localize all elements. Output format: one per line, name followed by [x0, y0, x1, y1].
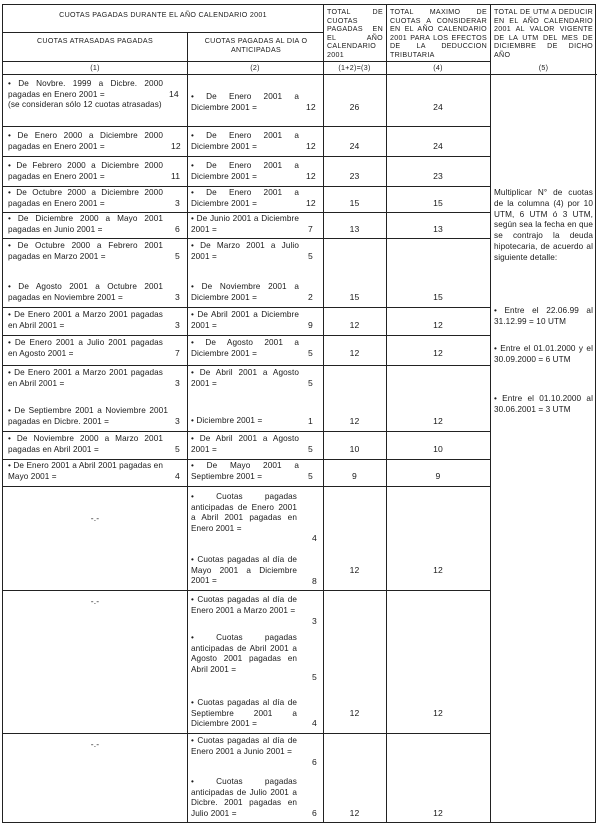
row5-col1-text-b: • De Agosto 2001 a Octubre 2001 pagadas en Noviembre 2001 = — [8, 282, 163, 302]
row10-col2-value: 5 — [308, 471, 313, 481]
row0-col1-text: • De Novbre. 1999 a Dicbre. 2000 pagadas en Enero 2001 = — [8, 79, 163, 99]
row2-col1-value: 11 — [171, 171, 181, 181]
row11-col2-value-a: 4 — [312, 533, 317, 543]
col-divider — [490, 5, 491, 822]
row9-total: 10 — [349, 444, 360, 454]
row13-col2-value-b: 6 — [312, 808, 317, 818]
row5-col2-value-b: 2 — [308, 292, 313, 302]
row13-total: 12 — [349, 808, 360, 818]
row6-max: 12 — [433, 320, 443, 330]
row8-col2-value-b: 1 — [308, 416, 313, 426]
row13-col2-text-a: • Cuotas pagadas al día de Enero 2001 a Junio 2001 = — [191, 736, 297, 756]
row7-col1-text: • De Enero 2001 a Julio 2001 pagadas en Agosto 2001 = — [8, 338, 163, 358]
row-divider — [3, 733, 490, 734]
col5-number: (5) — [538, 64, 549, 72]
row-divider — [3, 74, 597, 75]
row5-total: 15 — [349, 292, 360, 302]
col2-header: CUOTAS PAGADAS AL DIA O ANTICIPADAS — [204, 37, 308, 54]
col2-number: (2) — [250, 64, 260, 72]
row10-col1-value: 4 — [175, 471, 180, 481]
row6-col1-value: 3 — [175, 320, 180, 330]
row12-col2-value-b: 5 — [312, 672, 317, 682]
row-divider — [3, 431, 490, 432]
row-divider — [3, 156, 490, 157]
row11-max: 12 — [433, 565, 443, 575]
col5-bullet-3: • Entre el 01.10.2000 al 30.06.2001 = 3 UTM — [494, 394, 593, 414]
deduction-table — [2, 4, 596, 823]
row4-col2-text: • De Junio 2001 a Diciembre 2001 = — [191, 214, 299, 234]
row6-col1-text: • De Enero 2001 a Marzo 2001 pagadas en Abril 2001 = — [8, 310, 163, 330]
row11-col1-empty-mark: -.- — [90, 513, 100, 523]
row5-col2-text-b: • De Noviembre 2001 a Diciembre 2001 = — [191, 282, 299, 302]
row8-total: 12 — [349, 416, 360, 426]
row-divider — [3, 186, 490, 187]
row6-total: 12 — [349, 320, 360, 330]
row2-total: 23 — [349, 171, 360, 181]
row10-col2-text: • De Mayo 2001 a Septiembre 2001 = — [191, 461, 299, 481]
col5-bullet-1: • Entre el 22.06.99 al 31.12.99 = 10 UTM — [494, 306, 593, 326]
row-divider — [3, 238, 490, 239]
row2-col1-text: • De Febrero 2000 a Diciembre 2000 pagadas en Enero 2001 = — [8, 161, 163, 181]
row1-max: 24 — [433, 141, 443, 151]
row10-max: 9 — [435, 471, 441, 481]
row4-max: 13 — [433, 224, 443, 234]
row3-col2-value: 12 — [306, 198, 316, 208]
row3-total: 15 — [349, 198, 360, 208]
row8-max: 12 — [433, 416, 443, 426]
row9-col1-text: • De Noviembre 2000 a Marzo 2001 pagadas en Abril 2001 = — [8, 434, 163, 454]
row-divider — [3, 335, 490, 336]
row-divider — [3, 307, 490, 308]
col3-header: TOTAL DE CUOTAS PAGADAS EN EL AÑO CALENDARIO 2001 — [327, 8, 383, 59]
row7-col2-text: • De Agosto 2001 a Diciembre 2001 = — [191, 338, 299, 358]
row4-col2-value: 7 — [308, 224, 313, 234]
row11-col2-value-b: 8 — [312, 576, 317, 586]
row10-total: 9 — [352, 471, 357, 481]
row9-col1-value: 5 — [175, 444, 180, 454]
row13-col2-value-a: 6 — [312, 757, 317, 767]
row0-total: 26 — [349, 102, 360, 112]
row8-col2-text-a: • De Abril 2001 a Agosto 2001 = — [191, 368, 299, 388]
row7-col1-value: 7 — [175, 348, 180, 358]
row5-col1-value-a: 5 — [175, 251, 180, 261]
row12-total: 12 — [349, 708, 360, 718]
row0-col2-text: • De Enero 2001 a Diciembre 2001 = — [191, 92, 299, 112]
row8-col1-text-b: • De Septiembre 2001 a Noviembre 2001 pagadas en Dicbre. 2001 = — [8, 406, 168, 426]
row8-col1-value-a: 3 — [175, 378, 180, 388]
row-divider — [3, 212, 490, 213]
col5-bullet-2: • Entre el 01.01.2000 y el 30.09.2000 = 6 UTM — [494, 344, 593, 364]
row12-col1-empty-mark: -.- — [90, 596, 100, 606]
col4-number: (4) — [433, 64, 443, 72]
row5-col2-text-a: • De Marzo 2001 a Julio 2001 = — [191, 241, 299, 261]
col-divider — [323, 5, 324, 822]
row8-col2-text-b: • Diciembre 2001 = — [191, 416, 263, 425]
row1-total: 24 — [349, 141, 360, 151]
row3-col1-value: 3 — [175, 198, 180, 208]
row-divider — [3, 365, 490, 366]
row2-col2-text: • De Enero 2001 a Diciembre 2001 = — [191, 161, 299, 181]
row7-total: 12 — [349, 348, 360, 358]
row5-max: 15 — [433, 292, 443, 302]
row-divider — [3, 126, 490, 127]
row5-col1-text-a: • De Octubre 2000 a Febrero 2001 pagadas en Marzo 2001 = — [8, 241, 163, 261]
row11-col2-text-b: • Cuotas pagadas al día de Mayo 2001 a Diciembre 2001 = — [191, 555, 297, 586]
row2-col2-value: 12 — [306, 171, 316, 181]
row7-max: 12 — [433, 348, 443, 358]
row12-max: 12 — [433, 708, 443, 718]
row11-col2-text-a: • Cuotas pagadas anticipadas de Enero 2001 a Abril 2001 pagadas en Enero 2001 = — [191, 492, 297, 533]
row1-col1-text: • De Enero 2000 a Diciembre 2000 pagadas en Enero 2001 = — [8, 131, 163, 151]
row2-max: 23 — [433, 171, 443, 181]
row3-max: 15 — [433, 198, 443, 208]
header-title: CUOTAS PAGADAS DURANTE EL AÑO CALENDARIO 2001 — [59, 11, 267, 19]
row13-col1-empty-mark: -.- — [90, 739, 100, 749]
col4-header: TOTAL MAXIMO DE CUOTAS A CONSIDERAR EN EL AÑO CALENDARIO 2001 PARA LOS EFECTOS DE LA DEDUCCION TRIBUTARIA — [390, 8, 487, 59]
col5-intro: Multiplicar N° de cuotas de la columna (4) por 10 UTM, 6 UTM ó 3 UTM, según sea la fecha en que se contrajo la deuda hipotecaria, de acuerdo al siguiente detalle: — [494, 188, 593, 262]
row7-col2-value: 5 — [308, 348, 313, 358]
row1-col1-value: 12 — [171, 141, 181, 151]
row13-col2-text-b: • Cuotas pagadas anticipadas de Julio 2001 a Dicbre. 2001 pagadas en Julio 2001 = — [191, 777, 297, 818]
row0-max: 24 — [433, 102, 443, 112]
row5-col2-value-a: 5 — [308, 251, 313, 261]
row-divider — [3, 459, 490, 460]
row4-total: 13 — [349, 224, 360, 234]
row13-max: 12 — [433, 808, 443, 818]
row-divider — [3, 486, 490, 487]
col3-number: (1+2)=(3) — [338, 64, 371, 72]
row12-col2-text-c: • Cuotas pagadas al día de Septiembre 2001 a Diciembre 2001 = — [191, 698, 297, 729]
row12-col2-text-a: • Cuotas pagadas al día de Enero 2001 a Marzo 2001 = — [191, 595, 297, 615]
row6-col2-text: • De Abril 2001 a Diciembre 2001 = — [191, 310, 299, 330]
row12-col2-value-a: 3 — [312, 616, 317, 626]
col1-header: CUOTAS ATRASADAS PAGADAS — [37, 37, 153, 45]
row4-col1-text: • De Diciembre 2000 a Mayo 2001 pagadas en Junio 2001 = — [8, 214, 163, 234]
row3-col1-text: • De Octubre 2000 a Diciembre 2000 pagadas en Enero 2001 = — [8, 188, 163, 208]
row6-col2-value: 9 — [308, 320, 313, 330]
col5-header: TOTAL DE UTM A DEDUCIR EN EL AÑO CALENDARIO 2001 AL VALOR VIGENTE DE LA UTM DEL MES DE DICIEMBRE DE DICHO AÑO — [494, 8, 593, 59]
col1-number: (1) — [90, 64, 100, 72]
row-divider — [3, 61, 490, 62]
row12-col2-value-c: 4 — [312, 718, 317, 728]
row10-col1-text: • De Enero 2001 a Abril 2001 pagadas en Mayo 2001 = — [8, 461, 163, 481]
row1-col2-text: • De Enero 2001 a Diciembre 2001 = — [191, 131, 299, 151]
row8-col1-value-b: 3 — [175, 416, 180, 426]
row0-col1-note: (se consideran sólo 12 cuotas atrasadas) — [8, 100, 162, 109]
row8-col1-text-a: • De Enero 2001 a Marzo 2001 pagadas en Abril 2001 = — [8, 368, 163, 388]
row12-col2-text-b: • Cuotas pagadas anticipadas de Abril 2001 a Agosto 2001 pagadas en Abril 2001 = — [191, 633, 297, 674]
row11-total: 12 — [349, 565, 360, 575]
col-divider — [187, 32, 188, 822]
row-divider — [3, 32, 323, 33]
row8-col2-value-a: 5 — [308, 378, 313, 388]
row0-col2-value: 12 — [306, 102, 316, 112]
row1-col2-value: 12 — [306, 141, 316, 151]
col-divider — [386, 5, 387, 822]
row5-col1-value-b: 3 — [175, 292, 180, 302]
row3-col2-text: • De Enero 2001 a Diciembre 2001 = — [191, 188, 299, 208]
row4-col1-value: 6 — [175, 224, 180, 234]
row9-max: 10 — [433, 444, 443, 454]
row9-col2-value: 5 — [308, 444, 313, 454]
row-divider — [3, 590, 490, 591]
row9-col2-text: • De Abril 2001 a Agosto 2001 = — [191, 434, 299, 454]
row0-col1-value: 14 — [169, 89, 179, 99]
